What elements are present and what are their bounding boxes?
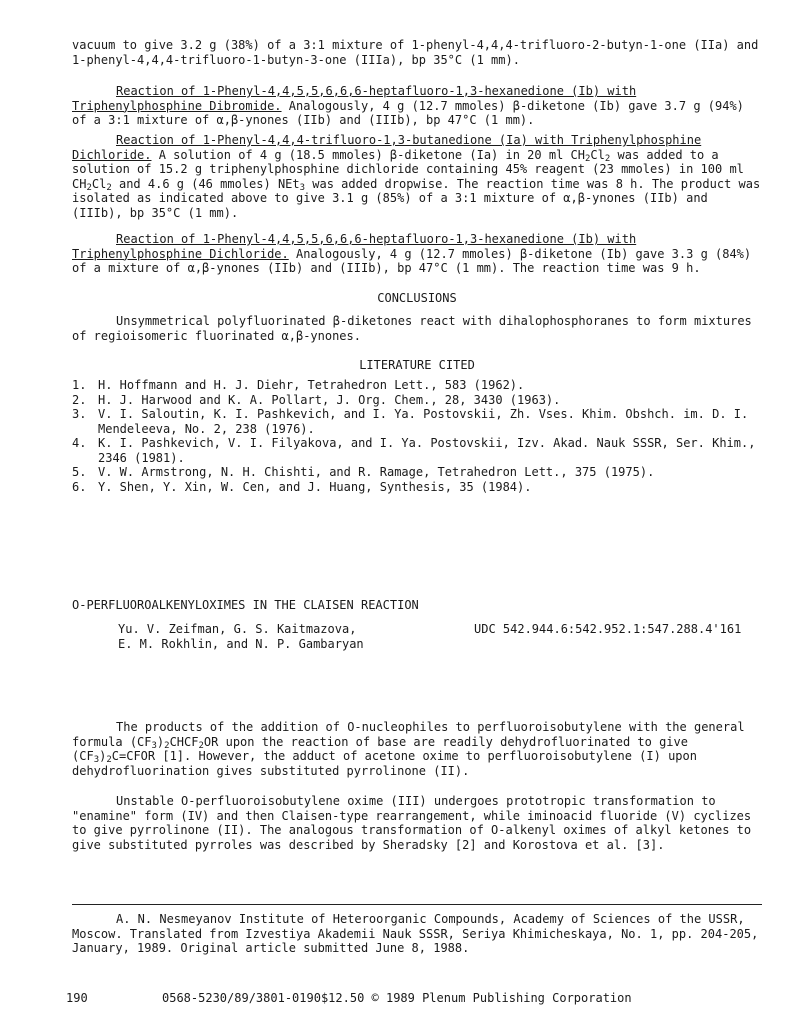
footnote: A. N. Nesmeyanov Institute of Heteroorganic Compounds, Academy of Sciences of the USSR, Moscow. Translated from Izvestiya Akademii Nauk SSSR, Seriya Khimicheskaya, No. 1, pp. 204-205, January, 1989. Original article submitted June 8, 1988. <box>72 912 759 955</box>
reaction-3 <box>72 232 762 276</box>
section-heading-conclusions: CONCLUSIONS <box>377 291 457 305</box>
list-item: 2. H. J. Harwood and K. A. Pollart, J. Org. Chem., 28, 3430 (1963). <box>72 392 561 407</box>
article-paragraph-2: Unstable O-perfluoroisobutylene oxime (III) undergoes prototropic transformation to "enamine" form (IV) and then Claisen-type rearrangement, while iminoacid fluoride (V) cyclizes to give pyrrolinone (II). The analogous transformation of O-alkenyl oximes of alkyl ketones to give substituted pyrroles was described by Sheradsky [2] and Korostova et al. [3]. <box>72 794 752 852</box>
article-paragraph-1: The products of the addition of O-nucleophiles to perfluoroisobutylene with the general formula $(CF_3)_2CHCF_2OR$ upon the reaction of base are readily dehydrofluorinated to give $(CF_3)_2C=CFOR$ [1]. However, the adduct of acetone oxime to perfluoroisobutylene (I) upon dehydrofluorination gives substituted pyrrolinone (II). <box>72 720 745 778</box>
article-title: O-PERFLUOROALKENYLOXIMES IN THE CLAISEN REACTION <box>72 598 419 612</box>
section-heading-literature: LITERATURE CITED <box>359 358 475 372</box>
reference-list <box>72 378 762 494</box>
list-item: 1. H. Hoffmann and H. J. Diehr, Tetrahedron Lett., 583 (1962). <box>72 378 525 392</box>
continued-paragraph <box>72 38 762 67</box>
list-item: 3. V. I. Saloutin, K. I. Pashkevich, and I. Ya. Postovskii, Zh. Vses. Khim. Obshch. im. D. I. Mendeleeva, No. 2, 238 (1976). <box>72 407 749 436</box>
list-item: 5. V. W. Armstrong, N. H. Chishti, and R. Ramage, Tetrahedron Lett., 375 (1975). <box>72 465 655 479</box>
paragraph-text: vacuum to give 3.2 g (38%) of a 3:1 mixture of 1-phenyl-4,4,4-trifluoro-2-butyn-1-one (IIa) and 1-phenyl-4,4,4-trifluoro-1-butyn-3-one (IIIa), bp 35°C (1 mm). <box>72 38 759 67</box>
article-authors: Yu. V. Zeifman, G. S. Kaitmazova, E. M. Rokhlin, and N. P. Gambaryan <box>118 622 364 651</box>
reaction-heading: Reaction of 1-Phenyl-4,4,5,5,6,6,6-heptafluoro-1,3-hexanedione (Ib) with Triphenylphosphine Dichloride. <box>72 232 637 261</box>
reaction-body: Analogously, 4 g (12.7 mmoles) β-diketone (Ib) gave 3.7 g (94%) of a 3:1 mixture of α,β-ynones (IIb) and (IIIb), bp 47°C (1 mm). <box>72 98 744 127</box>
page-number: 190 <box>66 991 88 1005</box>
conclusions-text: Unsymmetrical polyfluorinated β-diketones react with dihalophosphoranes to form mixtures of regioisomeric fluorinated α,β-ynones. <box>72 314 752 343</box>
list-item: 4. K. I. Pashkevich, V. I. Filyakova, and I. Ya. Postovskii, Izv. Akad. Nauk SSSR, Ser. Khim., 2346 (1981). <box>72 436 756 465</box>
reaction-body: Analogously, 4 g (12.7 mmoles) β-diketone (Ib) gave 3.3 g (84%) of a mixture of α,β-ynones (IIb) and (IIIb), bp 47°C (1 mm). The reaction time was 9 h. <box>72 246 752 275</box>
reaction-1 <box>72 84 762 128</box>
list-item: 6. Y. Shen, Y. Xin, W. Cen, and J. Huang, Synthesis, 35 (1984). <box>72 479 532 494</box>
udc-code: UDC 542.944.6:542.952.1:547.288.4'161 <box>474 622 742 636</box>
reaction-heading: Reaction of 1-Phenyl-4,4,4-trifluoro-1,3-butanedione (Ia) with Triphenylphosphine Dichloride. <box>72 133 702 162</box>
reaction-heading: Reaction of 1-Phenyl-4,4,5,5,6,6,6-heptafluoro-1,3-hexanedione (Ib) with Triphenylphosphine Dibromide. <box>72 84 637 113</box>
footnote-divider <box>72 904 762 905</box>
journal-code: 0568-5230/89/3801-0190$12.50 © 1989 Plenum Publishing Corporation <box>162 991 632 1005</box>
reaction-2: Reaction of 1-Phenyl-4,4,4-trifluoro-1,3-butanedione (Ia) with Triphenylphosphine Dichloride. A solution of 4 g (18.5 mmoles) β-diketone (Ia) in 20 ml $CH_2Cl_2$ was added to a solution of 15.2 g triphenylphosphine dichloride containing 45% reagent (23 mmoles) in 100 ml $CH_2Cl_2$ and 4.6 g (46 mmoles) NEt$_3$ was added dropwise. The reaction time was 8 h. The product was isolated as indicated above to give 3.1 g (85%) of a 3:1 mixture of α,β-ynones (IIb) and (IIIb), bp 35°C (1 mm). <box>72 133 761 220</box>
